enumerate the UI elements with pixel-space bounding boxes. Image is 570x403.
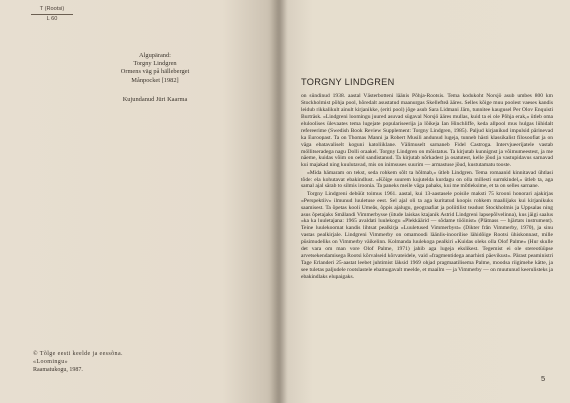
original-credits: [100, 52, 210, 104]
paragraph-2: «Mida hämaram on tekst, seda rohkem sõlt ta hõlmab,» ütleb Lindgren. Tema romaanid kinnitavad ühtlasi tõde: ela kohutavat ebakindlust. «Kõige suurem kujutelda kurdagu on olla millesti surmkindel,» ütleb ta, aga samal ajal särab to silmis iroonia. Ta paneks meile väga pahaks, kui me mõtleksime, et ta on selles sarnane.: [301, 169, 553, 190]
stamp-line-1: T (Rootsi): [39, 6, 65, 12]
book-gutter: [270, 0, 288, 403]
paragraph-3: Torgny Lindgreni debüüt toimus 1961. aastal, kui 13-aastasele poisile maksti 75 krooni honorari ajakirjas «Perspektiiv» ilmunud luuletuse eest. Sel ajal oli ta aga kuritatud koopis rohkem maaliijaks kui kirjanikuks saamisest. Ta õpetas kooli Umeås, õppis ajalugu, geograafiat ja poliitilist teadust Stockholmis ja Uppsalas ning asus õpetajaks Smålandi Vimmerbysse (ütude laiskas ktajanik Astrid Lindgreni lapsepõlvelinna), kus jäigi saalus «ka ka luuletajana: 1965 avaldati luulekogu «Plekkäärid — sõdame tööinist» (Plätnass — hjärtats instrument). Teine luulekoomat kandis lihtsat pealkirja «Luuletused Vimmerbyst» (Dikter från Vimmerby, 1970), ja sinu vastas pealkirjale. Lindgreni Vimmerby on omamoodi läänlis-inoorilise lähidõige Rootsi ühiskonnast, mille püsimudeliks on Vimmerby väikelinn. Kolmanda luulekoga pealkiri «Kuidas oleks olla Olof Palme» (Hur skulle det vara om man vore Olof Palme, 1971) jahib aga lugeja ekslikest. Tegemist ei ole stereotüüpse arvetsekendamisega Rootsi kõrvalseid kõrvateidele, vaid «fragmentidega anarhisti päevikust». Pärast peaministri Tage Erlanderi 25-aastat leebet juhtimist läksid 1969 ohjad pragmaatilisema Palme, moodsa riigimehe kätte, ja see tuletas paljudele rootslastele ebamugavalt meelde, et maailm — ja Vimmerby — on muutunud keerulisteks ja ebakindlaks elupaigaks.: [301, 190, 553, 280]
library-stamp: [33, 5, 71, 24]
credits-spacer: [100, 85, 210, 96]
original-author: Torgny Lindgren: [133, 60, 177, 68]
page-number: 5: [541, 374, 546, 383]
section-title: TORGNY LINDGREN: [301, 77, 395, 87]
paragraph-1: on sündinud 1938. aastal Västerbotteni läänis Põhja-Rootsis. Tema kodukoht Norsjö asub umbes 800 km Stockholmist põhja pool, hõredalt asustatud maanurgas Skellefteå ääres. Selles kõige muu poolest vaeses kandis leidub rikkalikult ainult kirjanikke, (eriti pool) jõge asub Sara Lidmani Järn, tunnitee kaugusel Per Olov Enquisti Burträsk. «Lindgreni loomingu juured asuvad sügaval Norsjö ääres mullas, kuid ta ei ole Põhja erak,» ütleb oma eluloolises ülevaates tema lugejate populariseerija ja lõikeja Ian Hinchliffe, keda allpool mus hulgas lühidalt refereerime (Swedish Book Review Supplement: Torgny Lindgren, 1985). Paljud kirjanikud impulsid pärinevad ka Euroopast. Ta on Thomas Manni ja Robert Musili andunud lugeja, tunneb hästi klassikalist filosoofiat ja on väga ebatavaliselt koguni katoliiklane. Välimuselt sarnaneb Fidel Castroga. Intervjueerijatele vastab möllitseradega nagu Dolli oraakel. Torgny Lindgren on mõistatus. Ta kirjutab kunnignst ja võimumeestest, ja me näeme, kuidas võim on oeld sandistanud. Ta kirjutab nõrkadest ja osatutest, kelle jõud ja vastupidavus sarnavad kui majakad ning kuulutavad, mis on inimsuses suurim — armastuse jõud, kustutamatu tooste.: [301, 93, 553, 169]
copyright-line-2: Raamatukogu, 1987.: [33, 367, 83, 373]
designer-credit: Kujundanud Jüri Kaarma: [122, 95, 188, 103]
stamp-line-2: L 60: [46, 16, 58, 22]
original-title: Ormens väg på hälleberget: [120, 68, 190, 76]
body-text: [301, 93, 553, 281]
right-page-content: [301, 76, 553, 281]
copyright-part-c: «Loomingu»: [33, 359, 68, 365]
original-label: Algupärand:: [139, 52, 171, 59]
copyright-notice: [33, 350, 158, 374]
copyright-part-a: © Tõlge eesti keelde: [33, 351, 91, 357]
copyright-line-1: [33, 350, 158, 366]
copyright-part-b: ja eessõna.: [92, 351, 123, 357]
left-page: [0, 0, 278, 403]
original-publisher: Månpocket [1982]: [131, 76, 179, 84]
